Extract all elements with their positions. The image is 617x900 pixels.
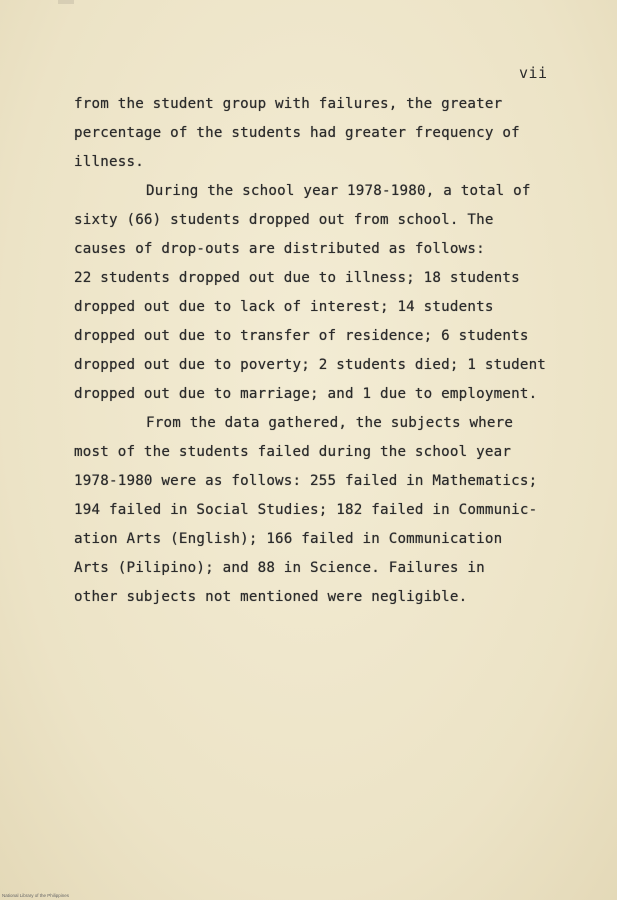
text-line: 194 failed in Social Studies; 182 failed in Communic- <box>74 502 538 518</box>
page-number: vii <box>519 64 548 82</box>
text-line: ation Arts (English); 166 failed in Communication <box>74 531 503 547</box>
text-line: dropped out due to lack of interest; 14 students <box>74 299 494 315</box>
text-line: dropped out due to transfer of residence; 6 students <box>74 328 529 344</box>
text-line: 1978-1980 were as follows: 255 failed in Mathematics; <box>74 473 538 489</box>
text-line: 22 students dropped out due to illness; 18 students <box>74 270 520 286</box>
text-line: other subjects not mentioned were negligible. <box>74 589 468 605</box>
text-line: percentage of the students had greater frequency of <box>74 125 520 141</box>
text-line: causes of drop-outs are distributed as follows: <box>74 241 485 257</box>
text-line: sixty (66) students dropped out from school. The <box>74 212 494 228</box>
text-line: from the student group with failures, the greater <box>74 96 503 112</box>
text-line: illness. <box>74 154 144 170</box>
scan-mark <box>58 0 74 4</box>
scan-footer: National Library of the Philippines <box>2 893 70 898</box>
text-line: dropped out due to marriage; and 1 due to employment. <box>74 386 538 402</box>
body-text <box>74 90 564 612</box>
text-line: most of the students failed during the school year <box>74 444 512 460</box>
paragraph-start-line: During the school year 1978-1980, a total of <box>146 183 531 199</box>
paragraph-start-line: From the data gathered, the subjects where <box>146 415 514 431</box>
text-line: dropped out due to poverty; 2 students died; 1 student <box>74 357 547 373</box>
text-line: Arts (Pilipino); and 88 in Science. Failures in <box>74 560 485 576</box>
